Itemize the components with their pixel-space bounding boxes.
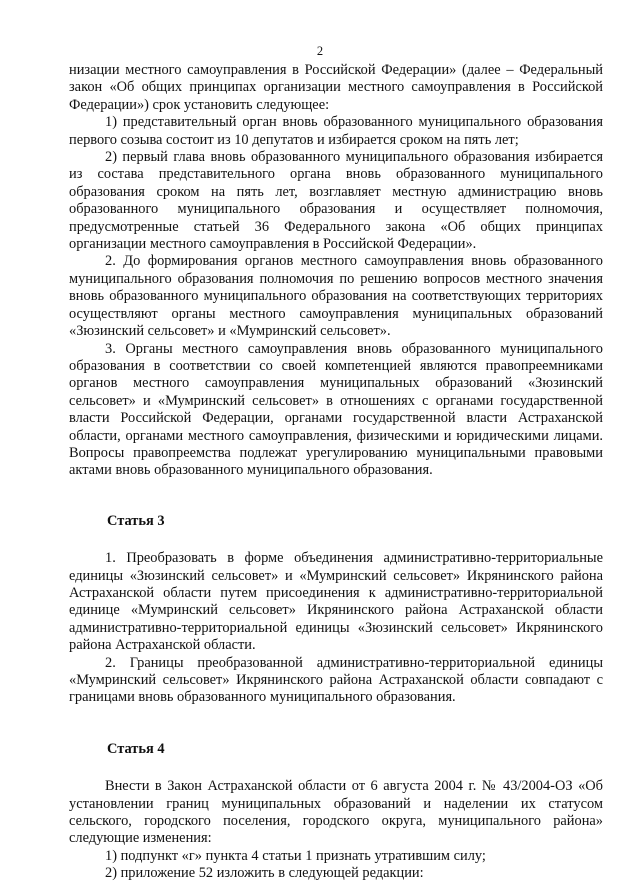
- spacer: [69, 480, 603, 513]
- document-body: [69, 62, 603, 883]
- spacer: [69, 530, 603, 550]
- article-4-heading: Статья 4: [107, 740, 165, 757]
- spacer: [69, 707, 603, 741]
- paragraph-continuation: низации местного самоуправления в Российской Федерации» (далее – Федеральный закон «Об общих принципах организации местного самоуправления в Российской Федерации») срок установить следующее:: [69, 62, 603, 113]
- article-3-paragraph-1: 1. Преобразовать в форме объединения административно-территориальные единицы «Зюзинский сельсовет» и «Мумринский сельсовет» Икрянинского района Астраханской области путем присоединения к административно-территориальной единице «Мумринский сельсовет» Икрянинского района Астраханской области административно-территориальной единицы «Зюзинский сельсовет» Икрянинского района Астраханской области.: [69, 550, 603, 654]
- page-number: 2: [316, 44, 324, 58]
- article-3-heading: Статья 3: [107, 512, 165, 529]
- paragraph-point-3: 3. Органы местного самоуправления вновь образованного муниципального образования в соответствии со своей компетенцией являются правопреемниками органов местного самоуправления муниципальных образований «Зюзинский сельсовет» и «Мумринский сельсовет» в отношениях с органами государственной власти Российской Федерации, органами государственной власти Астраханской области, органами местного самоуправления, физическими и юридическими лицами. Вопросы правопреемства подлежат урегулированию муниципальными правовыми актами вновь образованного муниципального образования.: [69, 340, 603, 479]
- paragraph-item-1: 1) представительный орган вновь образованного муниципального образования первого созыва состоит из 10 депутатов и избирается сроком на пять лет;: [69, 114, 603, 148]
- article-4-item-2: 2) приложение 52 изложить в следующей редакции:: [105, 865, 424, 882]
- article-4-item-1: 1) подпункт «г» пункта 4 статьи 1 признать утратившим силу;: [105, 847, 486, 864]
- article-4-paragraph-1: Внести в Закон Астраханской области от 6 августа 2004 г. № 43/2004-ОЗ «Об установлении границ муниципальных образований и наделении их статусом сельского, городского поселения, городского округа, муниципального района» следующие изменения:: [69, 778, 603, 847]
- paragraph-point-2: 2. До формирования органов местного самоуправления вновь образованного муниципального образования полномочия по решению вопросов местного значения вновь образованного муниципального образования на соответствующих территориях осуществляют органы местного самоуправления муниципальных образований «Зюзинский сельсовет» и «Мумринский сельсовет».: [69, 253, 603, 340]
- article-3-paragraph-2: 2. Границы преобразованной административно-территориальной единицы «Мумринский сельсовет» Икрянинского района Астраханской области совпадают с границами вновь образованного муниципального образования.: [69, 654, 603, 706]
- paragraph-item-2: 2) первый глава вновь образованного муниципального образования избирается из состава представительного органа вновь образованного муниципального образования сроком на пять лет, возглавляет местную администрацию вновь образованного муниципального образования и осуществляет полномочия, предусмотренные статьей 36 Федерального закона «Об общих принципах организации местного самоуправления в Российской Федерации».: [69, 149, 603, 253]
- spacer: [69, 758, 603, 778]
